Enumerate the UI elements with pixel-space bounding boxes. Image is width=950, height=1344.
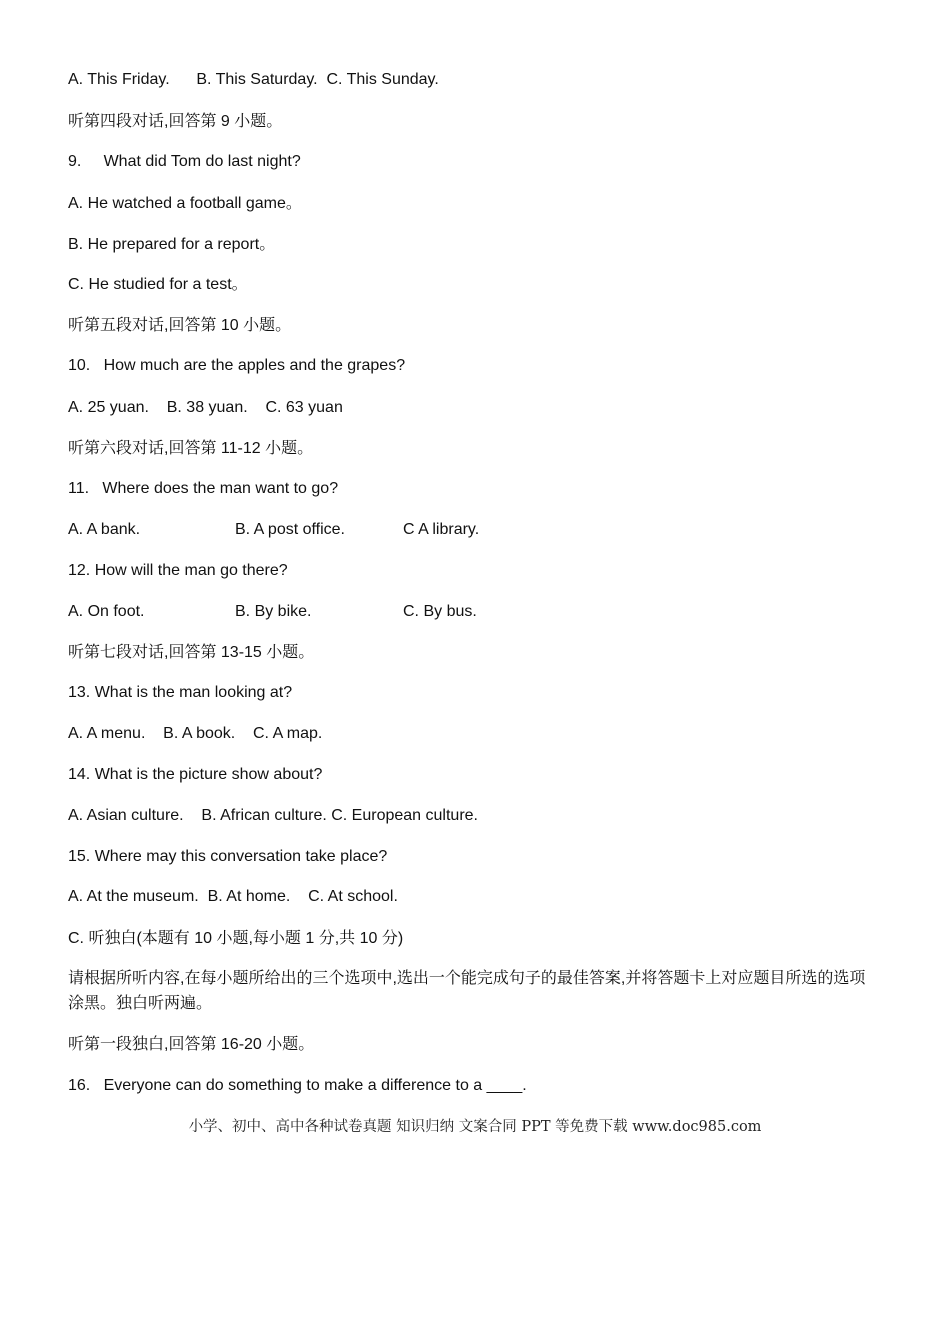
- q11-option-a: A. A bank.: [68, 521, 141, 538]
- part-c-instructions: 请根据所听内容,在每小题所给出的三个选项中,选出一个能完成句子的最佳答案,并将答题卡上对应题目所选的选项涂黑。独白听两遍。: [68, 970, 866, 1012]
- section-instruction-7: 听第七段对话,回答第 13-15 小题。: [68, 644, 315, 661]
- question-13: 13. What is the man looking at?: [68, 684, 293, 701]
- q12-option-c: C. By bus.: [403, 603, 477, 620]
- monologue-instruction-1: 听第一段独白,回答第 16-20 小题。: [68, 1036, 315, 1053]
- question-14: 14. What is the picture show about?: [68, 766, 323, 783]
- question-11: 11. Where does the man want to go?: [68, 480, 339, 497]
- q12-option-a: A. On foot.: [68, 603, 145, 620]
- q12-option-b: B. By bike.: [235, 603, 312, 620]
- question-10: 10. How much are the apples and the grapes?: [68, 357, 406, 374]
- section-instruction-5: 听第五段对话,回答第 10 小题。: [68, 317, 292, 334]
- part-c-heading: C. 听独白(本题有 10 小题,每小题 1 分,共 10 分): [68, 930, 404, 947]
- q8-options: A. This Friday. B. This Saturday. C. This Sunday.: [68, 71, 439, 88]
- q9-option-b: B. He prepared for a report。: [68, 236, 276, 253]
- q9-option-c: C. He studied for a test。: [68, 276, 248, 293]
- section-instruction-4: 听第四段对话,回答第 9 小题。: [68, 113, 283, 130]
- q15-options: A. At the museum. B. At home. C. At school.: [68, 888, 398, 905]
- question-12: 12. How will the man go there?: [68, 562, 288, 579]
- question-16: 16. Everyone can do something to make a difference to a ____.: [68, 1077, 527, 1094]
- q11-option-c: C A library.: [403, 521, 480, 538]
- question-15: 15. Where may this conversation take place?: [68, 848, 388, 865]
- q10-options: A. 25 yuan. B. 38 yuan. C. 63 yuan: [68, 399, 343, 416]
- q14-options: A. Asian culture. B. African culture. C. European culture.: [68, 807, 478, 824]
- q13-options: A. A menu. B. A book. C. A map.: [68, 725, 323, 742]
- page-footer: 小学、初中、高中各种试卷真题 知识归纳 文案合同 PPT 等免费下载 www.doc985.com: [188, 1119, 762, 1135]
- q9-option-a: A. He watched a football game。: [68, 195, 302, 212]
- section-instruction-6: 听第六段对话,回答第 11-12 小题。: [68, 440, 314, 457]
- question-9: 9. What did Tom do last night?: [68, 153, 301, 170]
- q11-option-b: B. A post office.: [235, 521, 345, 538]
